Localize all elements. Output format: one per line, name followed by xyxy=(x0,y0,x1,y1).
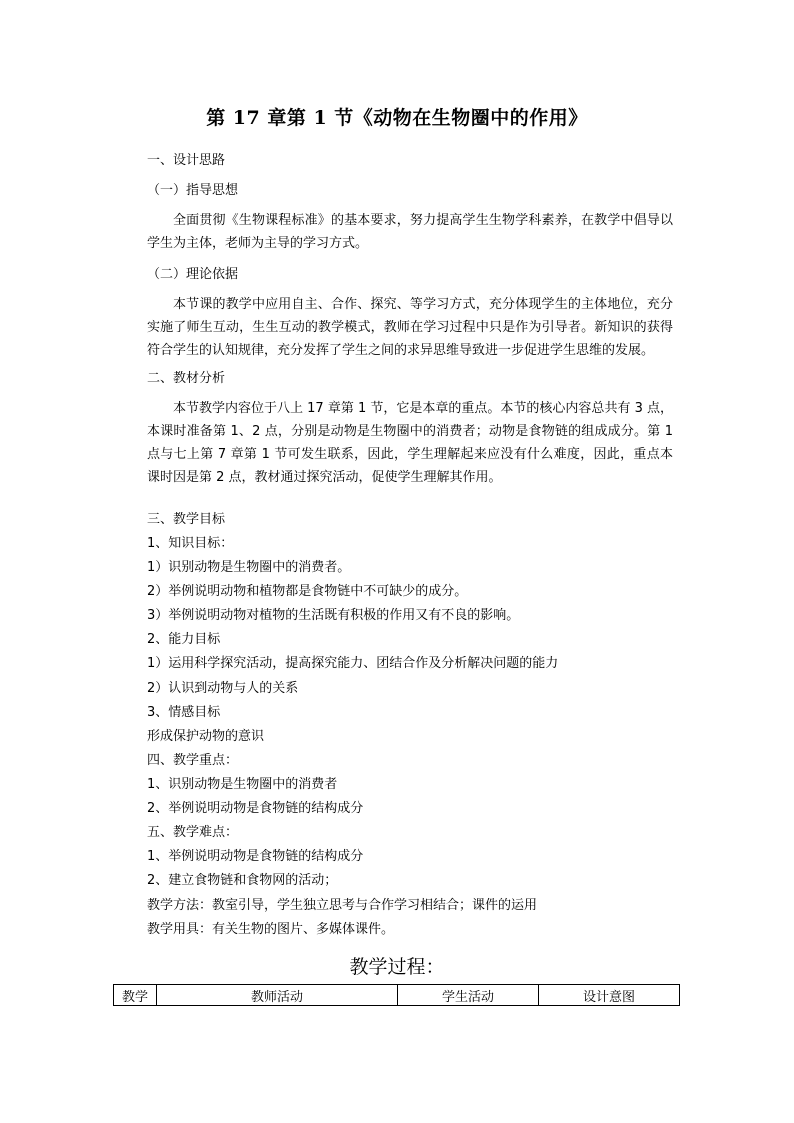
ability-objective-item: 1）运用科学探究活动，提高探究能力、团结合作及分析解决问题的能力 xyxy=(147,656,559,671)
document-title: 第 17 章第 1 节《动物在生物圈中的作用》 xyxy=(206,107,588,129)
teaching-tools: 教学用具：有关生物的图片、多媒体课件。 xyxy=(147,922,395,937)
knowledge-objective-item: 3）举例说明动物对植物的生活既有积极的作用又有不良的影响。 xyxy=(147,608,520,623)
key-point-item: 1、识别动物是生物圈中的消费者 xyxy=(147,777,338,792)
paragraph-theory-basis: 本节课的教学中应用自主、合作、探究、等学习方式，充分体现学生的主体地位，充分实施了师生互动，生生互动的教学模式，教师在学习过程中只是作为引导者。新知识的获得符合学生的认知规律，充分发挥了学生之间的求异思维导致进一步促进学生思维的发展。 xyxy=(147,297,673,358)
paragraph-textbook-analysis: 本节教学内容位于八上 17 章第 1 节，它是本章的重点。本节的核心内容总共有 3 点，本课时准备第 1、2 点，分别是动物是生物圈中的消费者；动物是食物链的组成成分。第 1 点与七上第 7 章第 1 节可发生联系，因此，学生理解起来应没有什么难度，因此，重点本课时因是第 2 点，教材通过探究活动，促使学生理解其作用。 xyxy=(147,401,673,485)
knowledge-objective-item: 2）举例说明动物和植物都是食物链中不可缺少的成分。 xyxy=(147,584,468,599)
subheading-guiding-thought: （一）指导思想 xyxy=(147,183,239,198)
ability-objective-heading: 2、能力目标 xyxy=(147,632,221,647)
teaching-methods: 教学方法：教室引导，学生独立思考与合作学习相结合；课件的运用 xyxy=(147,898,538,913)
process-title: 教学过程： xyxy=(349,956,445,978)
section-heading-objectives: 三、教学目标 xyxy=(147,512,226,527)
ability-objective-item: 2）认识到动物与人的关系 xyxy=(147,681,299,696)
subheading-theory-basis: （二）理论依据 xyxy=(147,267,239,282)
column-header-teacher-activity: 教师活动 xyxy=(157,985,398,1006)
emotion-objective-text: 形成保护动物的意识 xyxy=(147,729,265,744)
paragraph-guiding-thought: 全面贯彻《生物课程标准》的基本要求，努力提高学生生物学科素养，在教学中倡导以学生为主体，老师为主导的学习方式。 xyxy=(147,213,673,251)
section-heading-difficulties: 五、教学难点： xyxy=(147,825,239,840)
process-table-header-row xyxy=(114,985,680,1006)
section-heading-design: 一、设计思路 xyxy=(147,153,226,168)
difficulty-item: 1、举例说明动物是食物链的结构成分 xyxy=(147,849,364,864)
column-header-stage: 教学 xyxy=(114,985,157,1006)
emotion-objective-heading: 3、情感目标 xyxy=(147,705,221,720)
column-header-design-intent: 设计意图 xyxy=(539,985,680,1006)
key-point-item: 2、举例说明动物是食物链的结构成分 xyxy=(147,801,364,816)
knowledge-objective-heading: 1、知识目标： xyxy=(147,536,234,551)
section-heading-textbook: 二、教材分析 xyxy=(147,371,226,386)
difficulty-item: 2、建立食物链和食物网的活动； xyxy=(147,873,338,888)
section-heading-key-points: 四、教学重点： xyxy=(147,753,239,768)
knowledge-objective-item: 1）识别动物是生物圈中的消费者。 xyxy=(147,560,351,575)
column-header-student-activity: 学生活动 xyxy=(398,985,539,1006)
process-table xyxy=(113,984,680,1006)
